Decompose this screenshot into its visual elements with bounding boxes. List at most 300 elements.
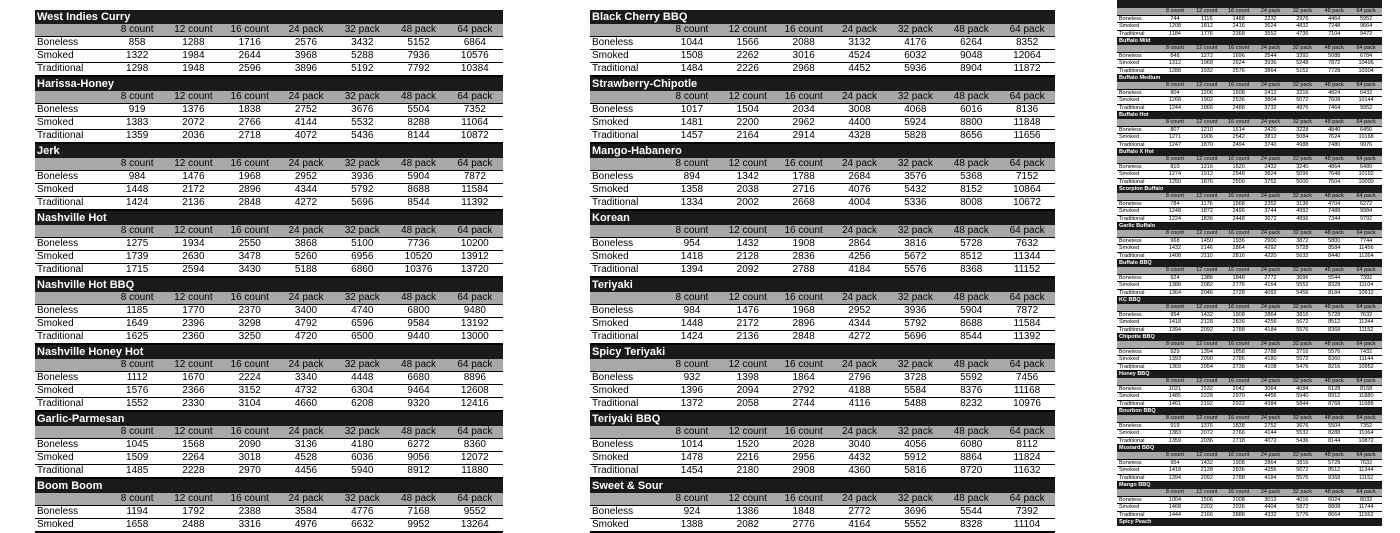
- header-cell: 24 pack: [1260, 156, 1281, 162]
- price-cell: 2900: [1264, 237, 1277, 244]
- price-cell: 3816: [1296, 459, 1309, 466]
- table-row: [590, 331, 1055, 345]
- header-spacer: [1117, 8, 1159, 15]
- price-cell: 1408: [1168, 252, 1182, 259]
- header-cell: 32 pack: [1292, 452, 1312, 458]
- table-row: [590, 305, 1055, 318]
- price-cell: 4332: [1264, 511, 1277, 518]
- header-cell: 16 count: [1228, 230, 1250, 236]
- header-cell: 8 count: [675, 24, 709, 35]
- header-cell: 16 count: [784, 158, 823, 169]
- price-cell: 10496: [1358, 60, 1374, 66]
- price-cell: 8544: [960, 331, 983, 342]
- price-column-middle: [590, 10, 1055, 530]
- price-cell: 1288: [182, 37, 205, 48]
- row-label: Smoked: [1119, 467, 1140, 473]
- flavor-block: [35, 211, 503, 278]
- price-cell: 11392: [461, 197, 489, 208]
- flavor-title: Spicy Teriyaki: [590, 345, 1055, 359]
- price-cell: 1716: [238, 37, 261, 48]
- price-cell: 5188: [294, 264, 318, 275]
- flavor-block: [1117, 38, 1382, 75]
- price-cell: 1432: [736, 238, 759, 249]
- price-cell: 5456: [1296, 289, 1309, 296]
- flavor-block: [35, 479, 503, 533]
- price-cell: 6480: [1359, 163, 1373, 170]
- row-label: Boneless: [592, 305, 634, 316]
- header-cell: 16 count: [1228, 119, 1250, 125]
- header-cell: 24 pack: [841, 292, 878, 303]
- header-cell: 8 count: [1165, 193, 1184, 199]
- row-label: Boneless: [1119, 200, 1142, 207]
- header-cell: 48 pack: [953, 292, 989, 303]
- header-cell: 8 count: [120, 359, 154, 370]
- price-cell: 4456: [294, 465, 318, 476]
- price-cell: 1358: [680, 184, 704, 195]
- header-cell: 12 count: [174, 426, 213, 437]
- row-label: Traditional: [1119, 215, 1145, 222]
- header-cell: 12 count: [1196, 267, 1218, 273]
- price-cell: 4220: [1264, 252, 1277, 259]
- price-cell: 2054: [1200, 363, 1213, 370]
- header-row: [1117, 45, 1382, 53]
- header-cell: 64 pack: [457, 225, 493, 236]
- row-label: Boneless: [1119, 52, 1142, 59]
- price-cell: 1004: [1168, 496, 1182, 503]
- header-cell: 12 count: [1196, 8, 1218, 14]
- header-cell: 64 pack: [1356, 45, 1376, 51]
- header-cell: 8 count: [1165, 415, 1184, 421]
- table-row: [590, 318, 1055, 331]
- table-row: [1117, 393, 1382, 401]
- row-label: Boneless: [592, 439, 634, 450]
- price-cell: 2896: [238, 184, 261, 195]
- flavor-title: Boom Boom: [35, 479, 503, 493]
- header-cell: 24 pack: [1260, 82, 1281, 88]
- price-cell: 932: [683, 372, 701, 383]
- header-cell: 32 pack: [344, 359, 380, 370]
- price-cell: 1696: [1232, 52, 1245, 59]
- price-cell: 6032: [904, 50, 927, 61]
- table-row: [1117, 504, 1382, 512]
- price-cell: 2542: [1232, 134, 1245, 140]
- price-cell: 1206: [1200, 89, 1213, 96]
- row-label: Boneless: [37, 506, 79, 517]
- header-cell: 64 pack: [1356, 193, 1376, 199]
- header-cell: 16 count: [1228, 304, 1250, 310]
- price-cell: 8184: [1328, 289, 1341, 296]
- price-cell: 9056: [407, 452, 430, 463]
- header-cell: 64 pack: [1356, 267, 1376, 273]
- price-cell: 4976: [1296, 104, 1309, 111]
- price-cell: 1044: [680, 37, 704, 48]
- flavor-title: Spicy Peach: [1117, 519, 1382, 526]
- price-cell: 4736: [1296, 30, 1309, 37]
- price-cell: 11824: [1013, 452, 1041, 463]
- price-cell: 8512: [1328, 319, 1341, 325]
- table-row: [35, 331, 503, 345]
- price-cell: 8328: [1328, 282, 1341, 288]
- price-cell: 1394: [680, 264, 704, 275]
- price-cell: 11344: [1358, 467, 1374, 473]
- price-cell: 9472: [1359, 30, 1373, 37]
- price-cell: 1968: [238, 171, 261, 182]
- price-cell: 4072: [294, 130, 318, 141]
- header-cell: 32 pack: [897, 426, 933, 437]
- header-cell: 64 pack: [457, 158, 493, 169]
- table-row: [1117, 275, 1382, 283]
- header-cell: 8 count: [1165, 8, 1184, 14]
- row-label: Traditional: [1119, 252, 1145, 259]
- price-cell: 5576: [1296, 474, 1309, 481]
- price-cell: 3552: [1264, 30, 1277, 37]
- header-cell: 8 count: [675, 292, 709, 303]
- price-cell: 1432: [1200, 459, 1213, 466]
- price-cell: 1208: [1168, 23, 1182, 29]
- table-row: [1117, 238, 1382, 246]
- price-cell: 1398: [736, 372, 759, 383]
- header-cell: 32 pack: [1292, 82, 1312, 88]
- header-cell: 24 pack: [841, 91, 878, 102]
- price-cell: 4164: [848, 519, 871, 530]
- price-cell: 1461: [1168, 400, 1182, 407]
- header-cell: 12 count: [1196, 378, 1218, 384]
- price-cell: 11688: [1358, 400, 1374, 407]
- header-cell: 8 count: [1165, 45, 1184, 51]
- price-cell: 8288: [407, 117, 430, 128]
- header-cell: 8 count: [120, 158, 154, 169]
- table-row: [35, 398, 503, 412]
- price-cell: 4840: [1328, 126, 1341, 133]
- header-spacer: [1117, 267, 1159, 274]
- price-cell: 2370: [238, 305, 261, 316]
- price-cell: 6632: [351, 519, 374, 530]
- row-label: Boneless: [592, 372, 634, 383]
- table-row: [1117, 282, 1382, 290]
- header-cell: 32 pack: [897, 91, 933, 102]
- flavor-title: West Indies Curry: [35, 10, 503, 24]
- header-row: [1117, 8, 1382, 16]
- header-cell: 12 count: [1196, 230, 1218, 236]
- price-cell: 2644: [238, 50, 261, 61]
- price-cell: 8360: [1328, 356, 1341, 362]
- flavor-block: [590, 144, 1055, 211]
- table-row: [1117, 290, 1382, 298]
- flavor-title: Jerk: [35, 144, 503, 158]
- flavor-block: [35, 345, 503, 412]
- price-cell: 7872: [1015, 305, 1039, 316]
- row-label: Traditional: [1119, 104, 1145, 111]
- table-row: [35, 197, 503, 211]
- price-cell: 6956: [351, 251, 374, 262]
- flavor-block: [35, 412, 503, 479]
- header-cell: 64 pack: [1356, 230, 1376, 236]
- price-cell: 5552: [1296, 282, 1309, 288]
- header-cell: 32 pack: [1292, 341, 1312, 347]
- price-cell: 2786: [1232, 356, 1245, 362]
- price-cell: 7392: [1359, 274, 1373, 281]
- price-cell: 12072: [460, 452, 489, 463]
- header-cell: 32 pack: [1292, 8, 1312, 14]
- row-label: Traditional: [1119, 67, 1145, 74]
- price-cell: 2058: [736, 398, 759, 409]
- price-cell: 1715: [126, 264, 149, 275]
- header-row: [1117, 378, 1382, 386]
- price-cell: 3740: [1264, 141, 1277, 148]
- price-cell: 6800: [407, 305, 430, 316]
- row-label: Traditional: [592, 63, 639, 74]
- flavor-block: [1117, 334, 1382, 371]
- header-cell: 32 pack: [344, 24, 380, 35]
- price-cell: 7480: [1328, 141, 1341, 148]
- header-cell: 32 pack: [1292, 45, 1312, 51]
- header-cell: 16 count: [1228, 267, 1250, 273]
- price-cell: 1376: [1200, 422, 1213, 429]
- header-cell: 32 pack: [344, 292, 380, 303]
- price-cell: 11392: [1013, 331, 1041, 342]
- price-cell: 2228: [182, 465, 205, 476]
- price-cell: 2594: [182, 264, 205, 275]
- price-cell: 5072: [1296, 97, 1309, 103]
- price-cell: 2192: [1200, 400, 1213, 407]
- price-cell: 8904: [960, 63, 983, 74]
- price-cell: 8912: [407, 465, 430, 476]
- row-label: Boneless: [1119, 15, 1142, 22]
- price-cell: 5800: [1328, 237, 1341, 244]
- row-label: Boneless: [592, 238, 634, 249]
- table-row: [1117, 208, 1382, 216]
- price-cell: 4272: [294, 197, 318, 208]
- price-cell: 10192: [1358, 171, 1374, 177]
- header-cell: 12 count: [1196, 452, 1218, 458]
- price-cell: 1394: [1168, 474, 1182, 481]
- price-cell: 11152: [1358, 474, 1374, 481]
- price-cell: 8664: [1328, 511, 1341, 518]
- header-spacer: [35, 24, 109, 36]
- header-cell: 48 pack: [1324, 489, 1344, 495]
- price-cell: 2072: [1200, 430, 1213, 436]
- price-cell: 11264: [1358, 252, 1374, 259]
- price-cell: 1424: [126, 197, 149, 208]
- price-cell: 11744: [1358, 504, 1374, 510]
- header-cell: 8 count: [675, 158, 709, 169]
- header-cell: 16 count: [784, 91, 823, 102]
- header-cell: 8 count: [675, 359, 709, 370]
- price-cell: 12608: [460, 385, 489, 396]
- price-cell: 6432: [1359, 89, 1373, 96]
- table-row: [1117, 245, 1382, 253]
- price-cell: 11584: [461, 184, 489, 195]
- price-cell: 2072: [182, 117, 205, 128]
- row-label: Boneless: [592, 104, 634, 115]
- table-row: [1117, 475, 1382, 483]
- price-cell: 8800: [960, 117, 983, 128]
- header-cell: 32 pack: [1292, 489, 1312, 495]
- table-row: [35, 452, 503, 465]
- price-cell: 3744: [1264, 208, 1277, 214]
- price-cell: 4452: [848, 63, 871, 74]
- row-label: Smoked: [37, 117, 74, 128]
- price-cell: 5432: [904, 184, 927, 195]
- price-cell: 804: [1170, 89, 1180, 96]
- flavor-block: [1117, 149, 1382, 186]
- header-cell: 48 pack: [1324, 267, 1344, 273]
- header-row: [590, 91, 1055, 104]
- header-cell: 64 pack: [457, 493, 493, 504]
- price-cell: 2352: [1264, 200, 1277, 207]
- price-cell: 1478: [680, 452, 704, 463]
- price-cell: 1322: [126, 50, 149, 61]
- row-label: Smoked: [1119, 245, 1140, 251]
- header-cell: 8 count: [120, 426, 154, 437]
- header-cell: 48 pack: [953, 24, 989, 35]
- header-cell: 48 pack: [953, 426, 989, 437]
- price-cell: 5904: [960, 305, 983, 316]
- price-cell: 8720: [960, 465, 983, 476]
- header-cell: 32 pack: [344, 493, 380, 504]
- price-cell: 8216: [1328, 363, 1341, 370]
- header-cell: 48 pack: [401, 24, 437, 35]
- price-cell: 3152: [238, 385, 261, 396]
- header-row: [1117, 230, 1382, 238]
- row-label: Boneless: [37, 439, 79, 450]
- table-row: [1117, 179, 1382, 187]
- price-cell: 4464: [1328, 15, 1341, 22]
- price-cell: 6016: [960, 104, 983, 115]
- price-cell: 8688: [407, 184, 430, 195]
- price-cell: 8584: [1328, 245, 1341, 251]
- header-cell: 12 count: [174, 493, 213, 504]
- table-row: [1117, 386, 1382, 394]
- flavor-block: [1117, 0, 1382, 38]
- table-row: [590, 398, 1055, 412]
- price-cell: 2864: [848, 238, 871, 249]
- price-cell: 1858: [1232, 348, 1245, 355]
- header-cell: 16 count: [784, 493, 823, 504]
- header-cell: 48 pack: [1324, 82, 1344, 88]
- price-cell: 1936: [1232, 237, 1245, 244]
- price-cell: 4732: [294, 385, 318, 396]
- price-cell: 3430: [238, 264, 261, 275]
- price-cell: 6264: [960, 37, 983, 48]
- row-label: Smoked: [1119, 430, 1140, 436]
- price-cell: 5248: [1296, 60, 1309, 66]
- price-cell: 2864: [1232, 245, 1245, 251]
- price-cell: 5940: [1296, 393, 1309, 399]
- price-cell: 1017: [680, 104, 704, 115]
- flavor-title: Mango-Habanero: [590, 144, 1055, 158]
- price-cell: 11152: [1013, 264, 1041, 275]
- table-row: [35, 251, 503, 264]
- price-cell: 1948: [182, 63, 205, 74]
- price-cell: 5336: [904, 197, 927, 208]
- header-cell: 12 count: [1196, 119, 1218, 125]
- price-cell: 3696: [1296, 274, 1309, 281]
- price-cell: 2500: [1232, 178, 1245, 185]
- header-row: [1117, 193, 1382, 201]
- price-cell: 3676: [1296, 422, 1309, 429]
- row-label: Boneless: [1119, 274, 1142, 281]
- price-cell: 8768: [1328, 400, 1341, 407]
- price-cell: 6500: [351, 331, 374, 342]
- table-row: [35, 184, 503, 197]
- price-cell: 13000: [460, 331, 489, 342]
- header-spacer: [1117, 119, 1159, 126]
- price-cell: 7648: [1328, 171, 1341, 177]
- header-cell: 64 pack: [1356, 378, 1376, 384]
- header-cell: 64 pack: [457, 426, 493, 437]
- table-row: [590, 184, 1055, 197]
- price-cell: 2496: [1232, 208, 1245, 214]
- price-cell: 5728: [1296, 245, 1309, 251]
- price-cell: 1424: [680, 331, 704, 342]
- header-spacer: [35, 359, 109, 371]
- price-cell: 4896: [1296, 215, 1309, 222]
- price-cell: 1275: [126, 238, 149, 249]
- price-cell: 5488: [904, 398, 927, 409]
- price-cell: 2396: [182, 318, 205, 329]
- header-spacer: [590, 158, 664, 170]
- price-cell: 2544: [1264, 52, 1277, 59]
- header-cell: 16 count: [1228, 452, 1250, 458]
- price-cell: 2180: [736, 465, 759, 476]
- price-cell: 5728: [960, 238, 983, 249]
- header-cell: 12 count: [1196, 415, 1218, 421]
- flavor-block: [1117, 75, 1382, 112]
- header-cell: 12 count: [174, 91, 213, 102]
- price-cell: 3732: [1264, 104, 1277, 111]
- header-cell: 32 pack: [1292, 415, 1312, 421]
- price-cell: 5672: [904, 251, 927, 262]
- price-cell: 4448: [351, 372, 374, 383]
- price-cell: 1021: [1168, 385, 1182, 392]
- row-label: Traditional: [37, 130, 84, 141]
- header-cell: 24 pack: [1260, 341, 1281, 347]
- flavor-block: [590, 10, 1055, 77]
- table-row: [590, 117, 1055, 130]
- header-cell: 24 pack: [288, 91, 324, 102]
- price-cell: 11872: [1013, 63, 1041, 74]
- header-cell: 32 pack: [1292, 156, 1312, 162]
- price-cell: 4184: [848, 264, 871, 275]
- price-cell: 2172: [182, 184, 205, 195]
- row-label: Smoked: [37, 184, 74, 195]
- price-cell: 6864: [463, 37, 486, 48]
- row-label: Traditional: [1119, 30, 1145, 37]
- price-cell: 4792: [294, 318, 318, 329]
- price-cell: 8544: [407, 197, 430, 208]
- price-cell: 6272: [1359, 200, 1373, 207]
- price-cell: 11880: [461, 465, 489, 476]
- header-spacer: [1117, 415, 1159, 422]
- price-cell: 2836: [792, 251, 815, 262]
- header-cell: 16 count: [230, 225, 269, 236]
- price-cell: 1250: [1168, 178, 1182, 185]
- header-spacer: [35, 426, 109, 438]
- price-cell: 5844: [1296, 400, 1309, 407]
- price-cell: 924: [683, 506, 701, 517]
- header-row: [35, 158, 503, 171]
- table-row: [1117, 90, 1382, 98]
- price-cell: 4832: [1296, 23, 1309, 29]
- price-cell: 7104: [1328, 30, 1341, 37]
- price-cell: 4144: [294, 117, 318, 128]
- price-cell: 7632: [1015, 238, 1039, 249]
- row-label: Boneless: [592, 506, 634, 517]
- header-cell: 24 pack: [1260, 489, 1281, 495]
- table-row: [35, 264, 503, 278]
- header-cell: 8 count: [675, 493, 709, 504]
